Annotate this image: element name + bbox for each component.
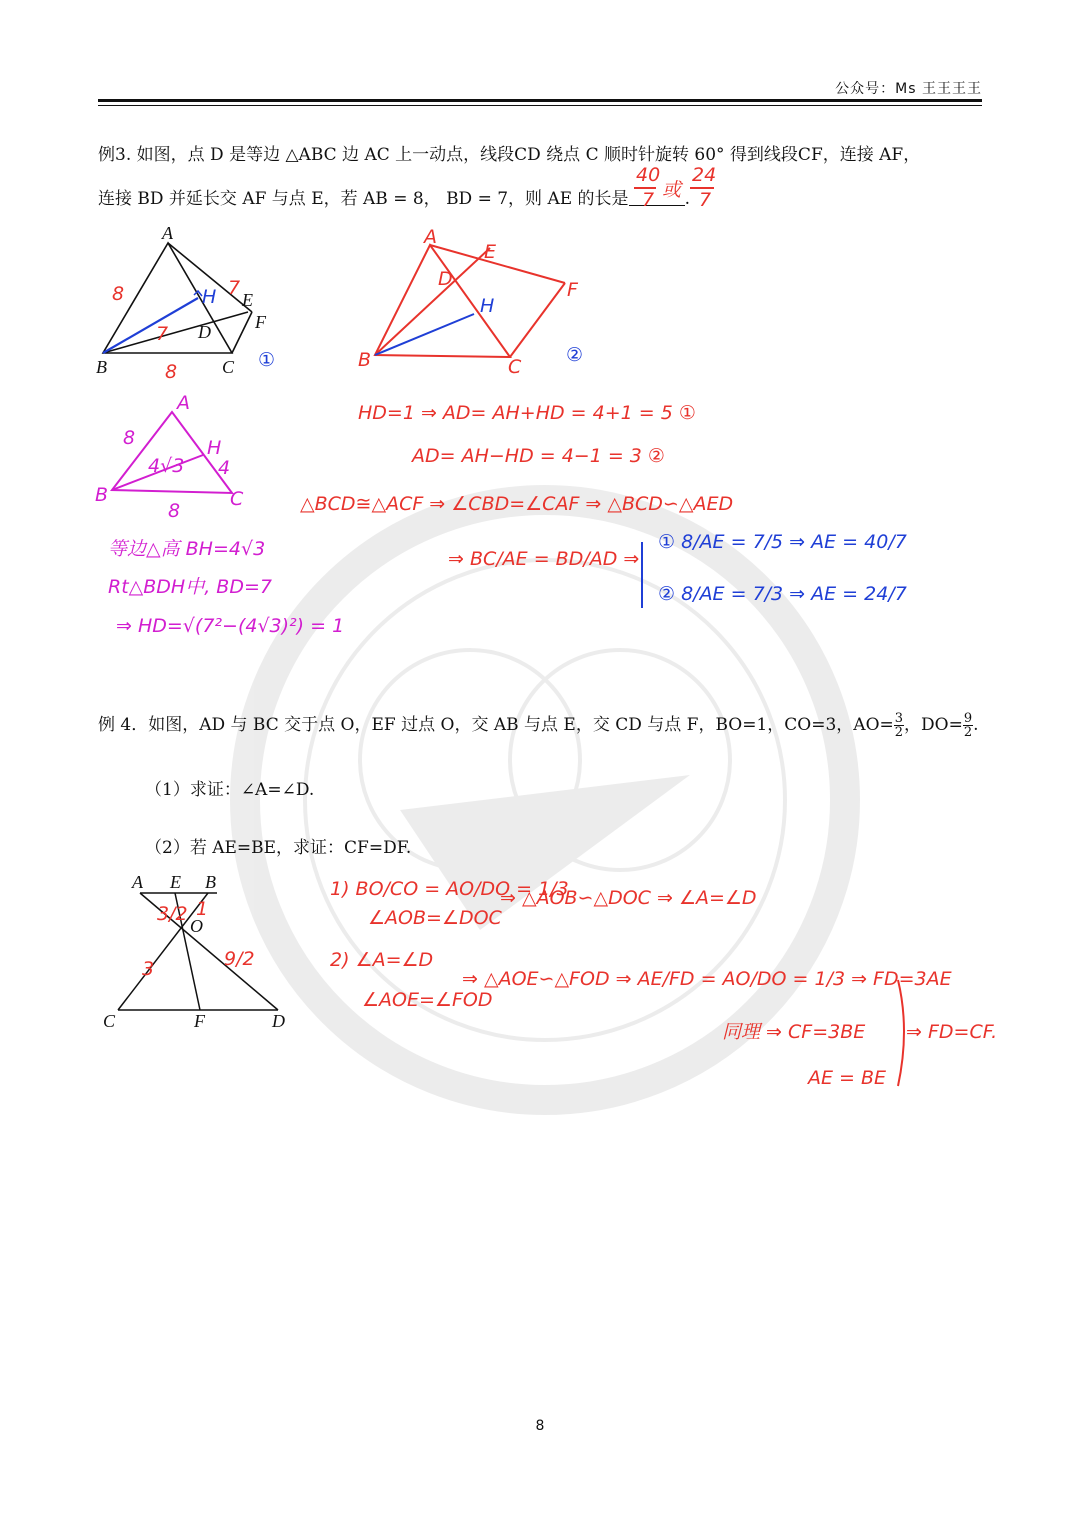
svg-text:C: C <box>508 356 522 378</box>
svg-text:B: B <box>96 357 107 377</box>
svg-text:D: D <box>438 268 453 290</box>
svg-text:8: 8 <box>165 361 178 383</box>
svg-text:B: B <box>205 872 216 892</box>
svg-text:3: 3 <box>142 958 155 980</box>
example4-part1: （1）求证：∠A=∠D. <box>145 780 315 800</box>
side-note-3: ⇒ HD=√(7²−(4√3)²) = 1 <box>116 615 345 637</box>
sol4-p2a: 2) ∠A=∠D <box>330 949 434 971</box>
solution-4 <box>330 878 997 1089</box>
sol4-p1a: 1) BO/CO = AO/DO = 1/3 <box>330 878 569 900</box>
sol3-line2: AD= AH−HD = 4−1 = 3 ② <box>412 445 665 467</box>
svg-text:E: E <box>242 290 253 310</box>
svg-text:F: F <box>194 1011 205 1031</box>
ao-denominator: 2 <box>894 725 904 740</box>
svg-text:C: C <box>230 488 244 510</box>
svg-text:F: F <box>255 312 266 332</box>
answer-den-a: 7 <box>642 189 655 211</box>
svg-text:8: 8 <box>112 283 125 305</box>
page-number: 8 <box>535 1418 545 1434</box>
sol4-p2d: 同理 ⇒ CF=3BE <box>722 1021 866 1043</box>
example3-statement: . 如图，点 D 是等边 △ABC 边 AC 上一动点，线段CD 绕点 C 顺时针旋转 60° 得到线段CF，连接 AF， <box>125 145 921 165</box>
svg-text:A: A <box>162 223 173 243</box>
do-denominator: 2 <box>963 725 973 740</box>
sol4-p1c: ⇒ △AOB∽△DOC ⇒ ∠A=∠D <box>500 887 757 909</box>
svg-text:B: B <box>95 484 109 506</box>
svg-text:H: H <box>480 295 495 317</box>
answer-den-b: 7 <box>699 189 712 211</box>
sol3-line1: HD=1 ⇒ AD= AH+HD = 4+1 = 5 ① <box>358 402 696 424</box>
do-numerator: 9 <box>963 711 973 726</box>
svg-text:H: H <box>207 437 222 459</box>
sol4-p2b: ∠AOE=∠FOD <box>362 989 493 1011</box>
example3-statement-2: 连接 BD 并延长交 AF 与点 E，若 AB = 8， BD = 7，则 AE 的长是 <box>98 189 629 209</box>
svg-text:D: D <box>198 322 211 342</box>
sol4-p2e: AE = BE <box>808 1067 887 1089</box>
side-notes <box>108 538 344 637</box>
svg-text:E: E <box>484 241 497 263</box>
svg-text:C: C <box>103 1011 116 1031</box>
sol3-line4: ⇒ BC/AE = BD/AD ⇒ <box>448 548 640 570</box>
svg-text:A: A <box>177 392 190 414</box>
sol4-p2c: ⇒ △AOE∽△FOD ⇒ AE/FD = AO/DO = 1/3 ⇒ FD=3AE <box>462 968 952 990</box>
page-header: 公众号：Ms 王王王王 <box>835 81 982 97</box>
side-note-1: 等边△高 BH=4√3 <box>108 538 266 560</box>
svg-text:3/2: 3/2 <box>157 903 188 925</box>
svg-text:A: A <box>424 226 437 248</box>
example3-end: . <box>684 189 690 209</box>
svg-text:②: ② <box>566 344 584 366</box>
svg-text:①: ① <box>258 349 276 371</box>
answer-40-7-a: 40 <box>636 164 661 186</box>
svg-text:1: 1 <box>196 898 209 920</box>
svg-text:B: B <box>358 349 372 371</box>
svg-text:H: H <box>202 286 217 308</box>
svg-text:8: 8 <box>168 500 181 522</box>
example4-end: . <box>973 715 979 735</box>
handwritten-answer <box>634 164 716 211</box>
example3-prefix: 例 <box>98 145 115 165</box>
example4-part2: （2）若 AE=BE，求证：CF=DF. <box>145 838 412 858</box>
svg-text:7: 7 <box>228 277 241 299</box>
svg-text:4√3: 4√3 <box>148 455 185 477</box>
svg-text:D: D <box>272 1011 285 1031</box>
sol3-line3: △BCD≅△ACF ⇒ ∠CBD=∠CAF ⇒ △BCD∽△AED <box>300 493 734 515</box>
answer-or: 或 <box>662 179 682 201</box>
answer-24: 24 <box>692 164 717 186</box>
svg-text:A: A <box>132 872 143 892</box>
svg-text:E: E <box>170 872 181 892</box>
sol3-case2: ② 8/AE = 7/3 ⇒ AE = 24/7 <box>658 583 907 605</box>
figure-3 <box>95 392 244 522</box>
ao-numerator: 3 <box>894 711 904 726</box>
example3-number: 3 <box>115 145 126 165</box>
svg-text:7: 7 <box>156 323 169 345</box>
side-note-2: Rt△BDH中, BD=7 <box>108 576 272 598</box>
svg-text:O: O <box>190 916 203 936</box>
solution-3 <box>300 402 907 608</box>
sol4-p2f: ⇒ FD=CF. <box>906 1021 998 1043</box>
example4-mid: ，DO= <box>904 715 963 735</box>
sol4-p1b: ∠AOB=∠DOC <box>368 907 502 929</box>
figure-1 <box>96 223 275 383</box>
svg-text:8: 8 <box>123 427 136 449</box>
svg-text:C: C <box>222 357 235 377</box>
svg-text:9/2: 9/2 <box>224 948 255 970</box>
svg-text:4: 4 <box>218 457 231 479</box>
figure-2 <box>358 226 583 378</box>
sol3-case1: ① 8/AE = 7/5 ⇒ AE = 40/7 <box>658 531 907 553</box>
example4-statement: 例 4．如图，AD 与 BC 交于点 O，EF 过点 O，交 AB 与点 E，交 CD 与点 F，BO=1，CO=3，AO= <box>98 715 894 735</box>
svg-text:F: F <box>567 279 578 301</box>
